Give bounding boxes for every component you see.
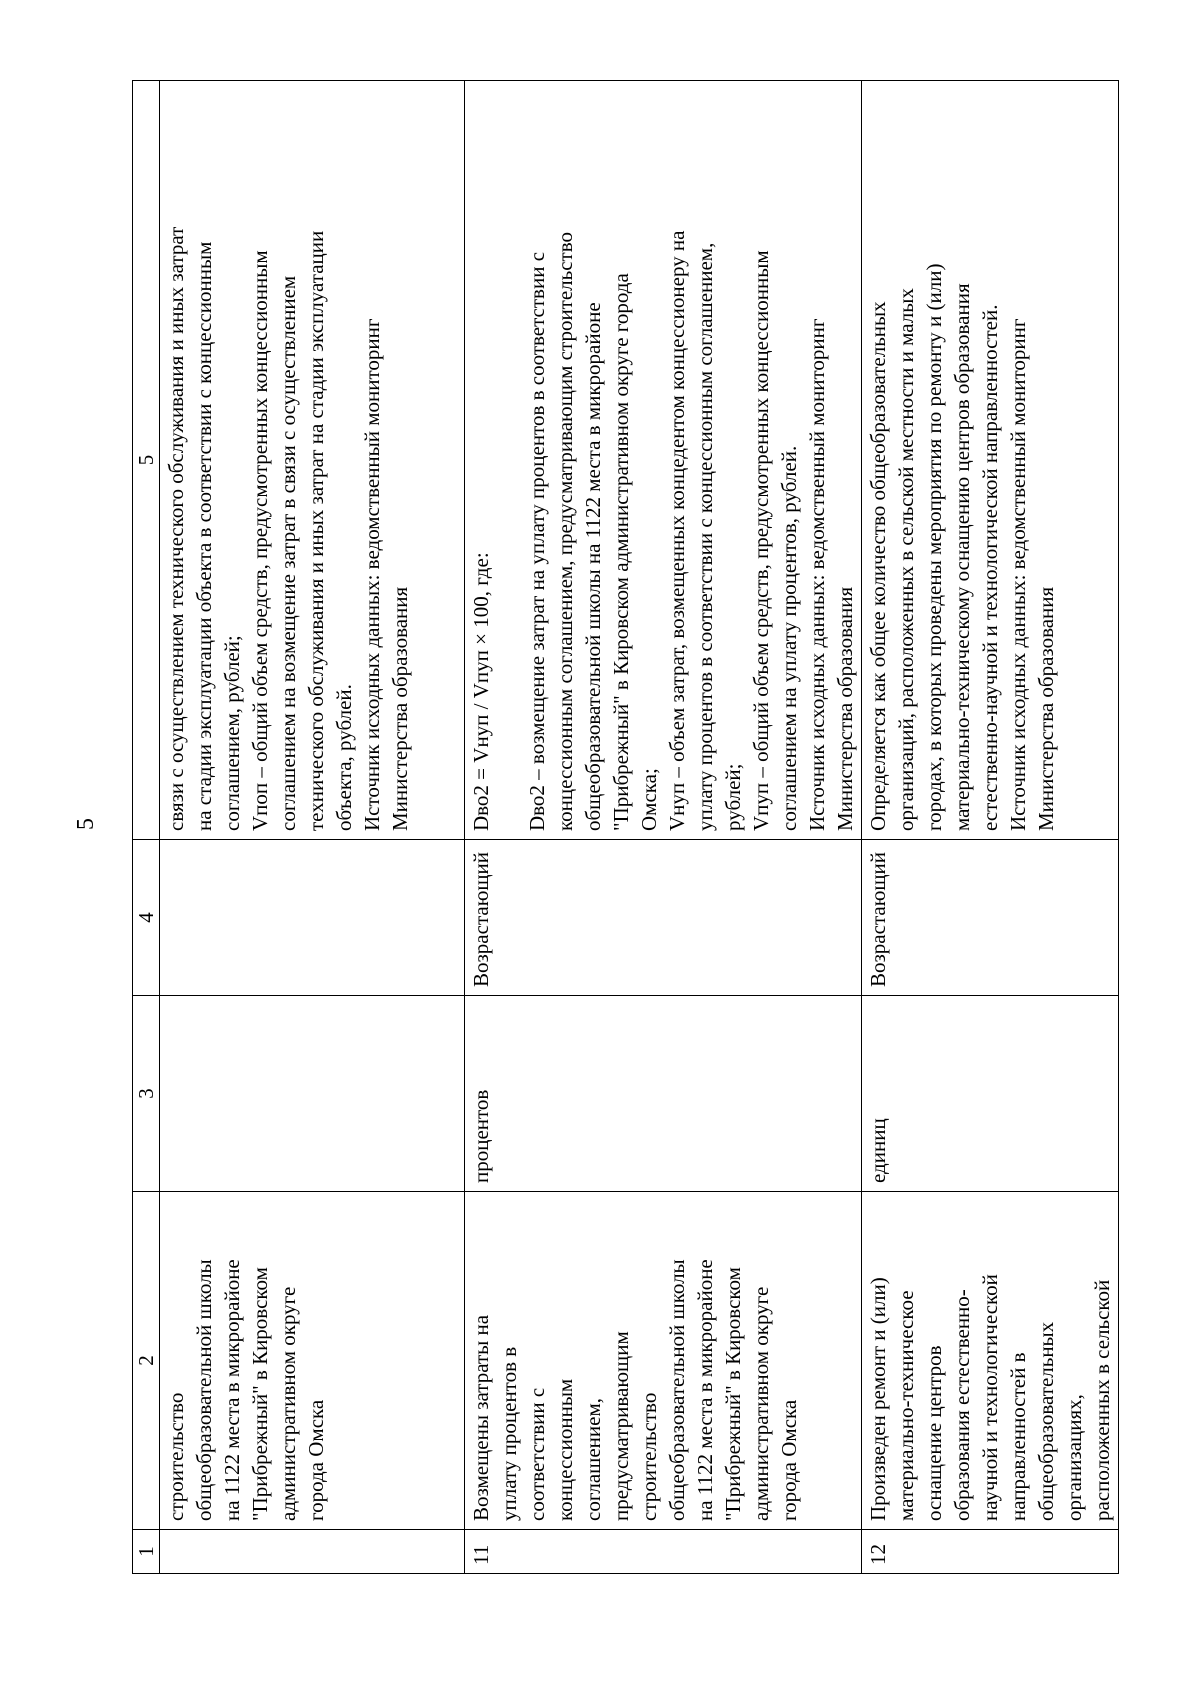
table-header-row [133, 81, 160, 1574]
rotated-table-frame [132, 80, 1114, 1574]
trend: Возрастающий [465, 840, 862, 996]
header-col-2: 2 [133, 1192, 160, 1530]
calculation-method: связи с осуществлением технического обслуживания и иных затрат на стадии эксплуатации объекта в соответствии с концессионным соглашением, рублей; Vпоп – общий объем средств, предусмотренных концессионным соглашением на возмещение затрат в связи с осуществлением технического обслуживания и иных затрат на стадии эксплуатации объекта, рублей. Источник исходных данных: ведомственный мониторинг Министерства образования [160, 81, 465, 840]
header-col-1: 1 [133, 1530, 160, 1574]
row-number: 12 [862, 1530, 1119, 1574]
indicator-name: строительство общеобразовательной школы на 1122 места в микрорайоне "Прибрежный" в Кировском административном округе города Омска [160, 1192, 465, 1530]
row-number: 11 [465, 1530, 862, 1574]
table-row [862, 81, 1119, 1574]
rotated-table-container [132, 80, 1114, 1574]
header-col-5: 5 [133, 81, 160, 840]
indicator-table [132, 80, 1119, 1574]
unit-of-measure [160, 996, 465, 1192]
table-row [160, 81, 465, 1574]
trend [160, 840, 465, 996]
calculation-method: Определяется как общее количество общеобразовательных организаций, расположенных в сельской местности и малых городах, в которых проведены мероприятия по ремонту и (или) материально-техническому оснащению центров образования естественно-научной и технологической направленностей. Источник исходных данных: ведомственный мониторинг Министерства образования [862, 81, 1119, 840]
unit-of-measure: процентов [465, 996, 862, 1192]
indicator-name: Возмещены затраты на уплату процентов в соответствии с концессионным соглашением, предусматривающим строительство общеобразовательной школы на 1122 места в микрорайоне "Прибрежный" в Кировском административном округе города Омска [465, 1192, 862, 1530]
page-number: 5 [73, 818, 99, 830]
calculation-method: Dво2 = Vнуп / Vпуп × 100, где: Dво2 – возмещение затрат на уплату процентов в соответствии с концессионным соглашением, предусматривающим строительство общеобразовательной школы на 1122 места в микрорайоне "Прибрежный" в Кировском административном округе города Омска; Vнуп – объем затрат, возмещенных концедентом концессионеру на уплату процентов в соответствии с концессионным соглашением, рублей; Vпуп – общий объем средств, предусмотренных концессионным соглашением на уплату процентов, рублей. Источник исходных данных: ведомственный мониторинг Министерства образования [465, 81, 862, 840]
header-col-4: 4 [133, 840, 160, 996]
table-row [465, 81, 862, 1574]
trend: Возрастающий [862, 840, 1119, 996]
indicator-name: Произведен ремонт и (или) материально-техническое оснащение центров образования естественно- научной и технологической направленностей в общеобразовательных организациях, расположенных в сельской [862, 1192, 1119, 1530]
unit-of-measure: единиц [862, 996, 1119, 1192]
header-col-3: 3 [133, 996, 160, 1192]
row-number [160, 1530, 465, 1574]
